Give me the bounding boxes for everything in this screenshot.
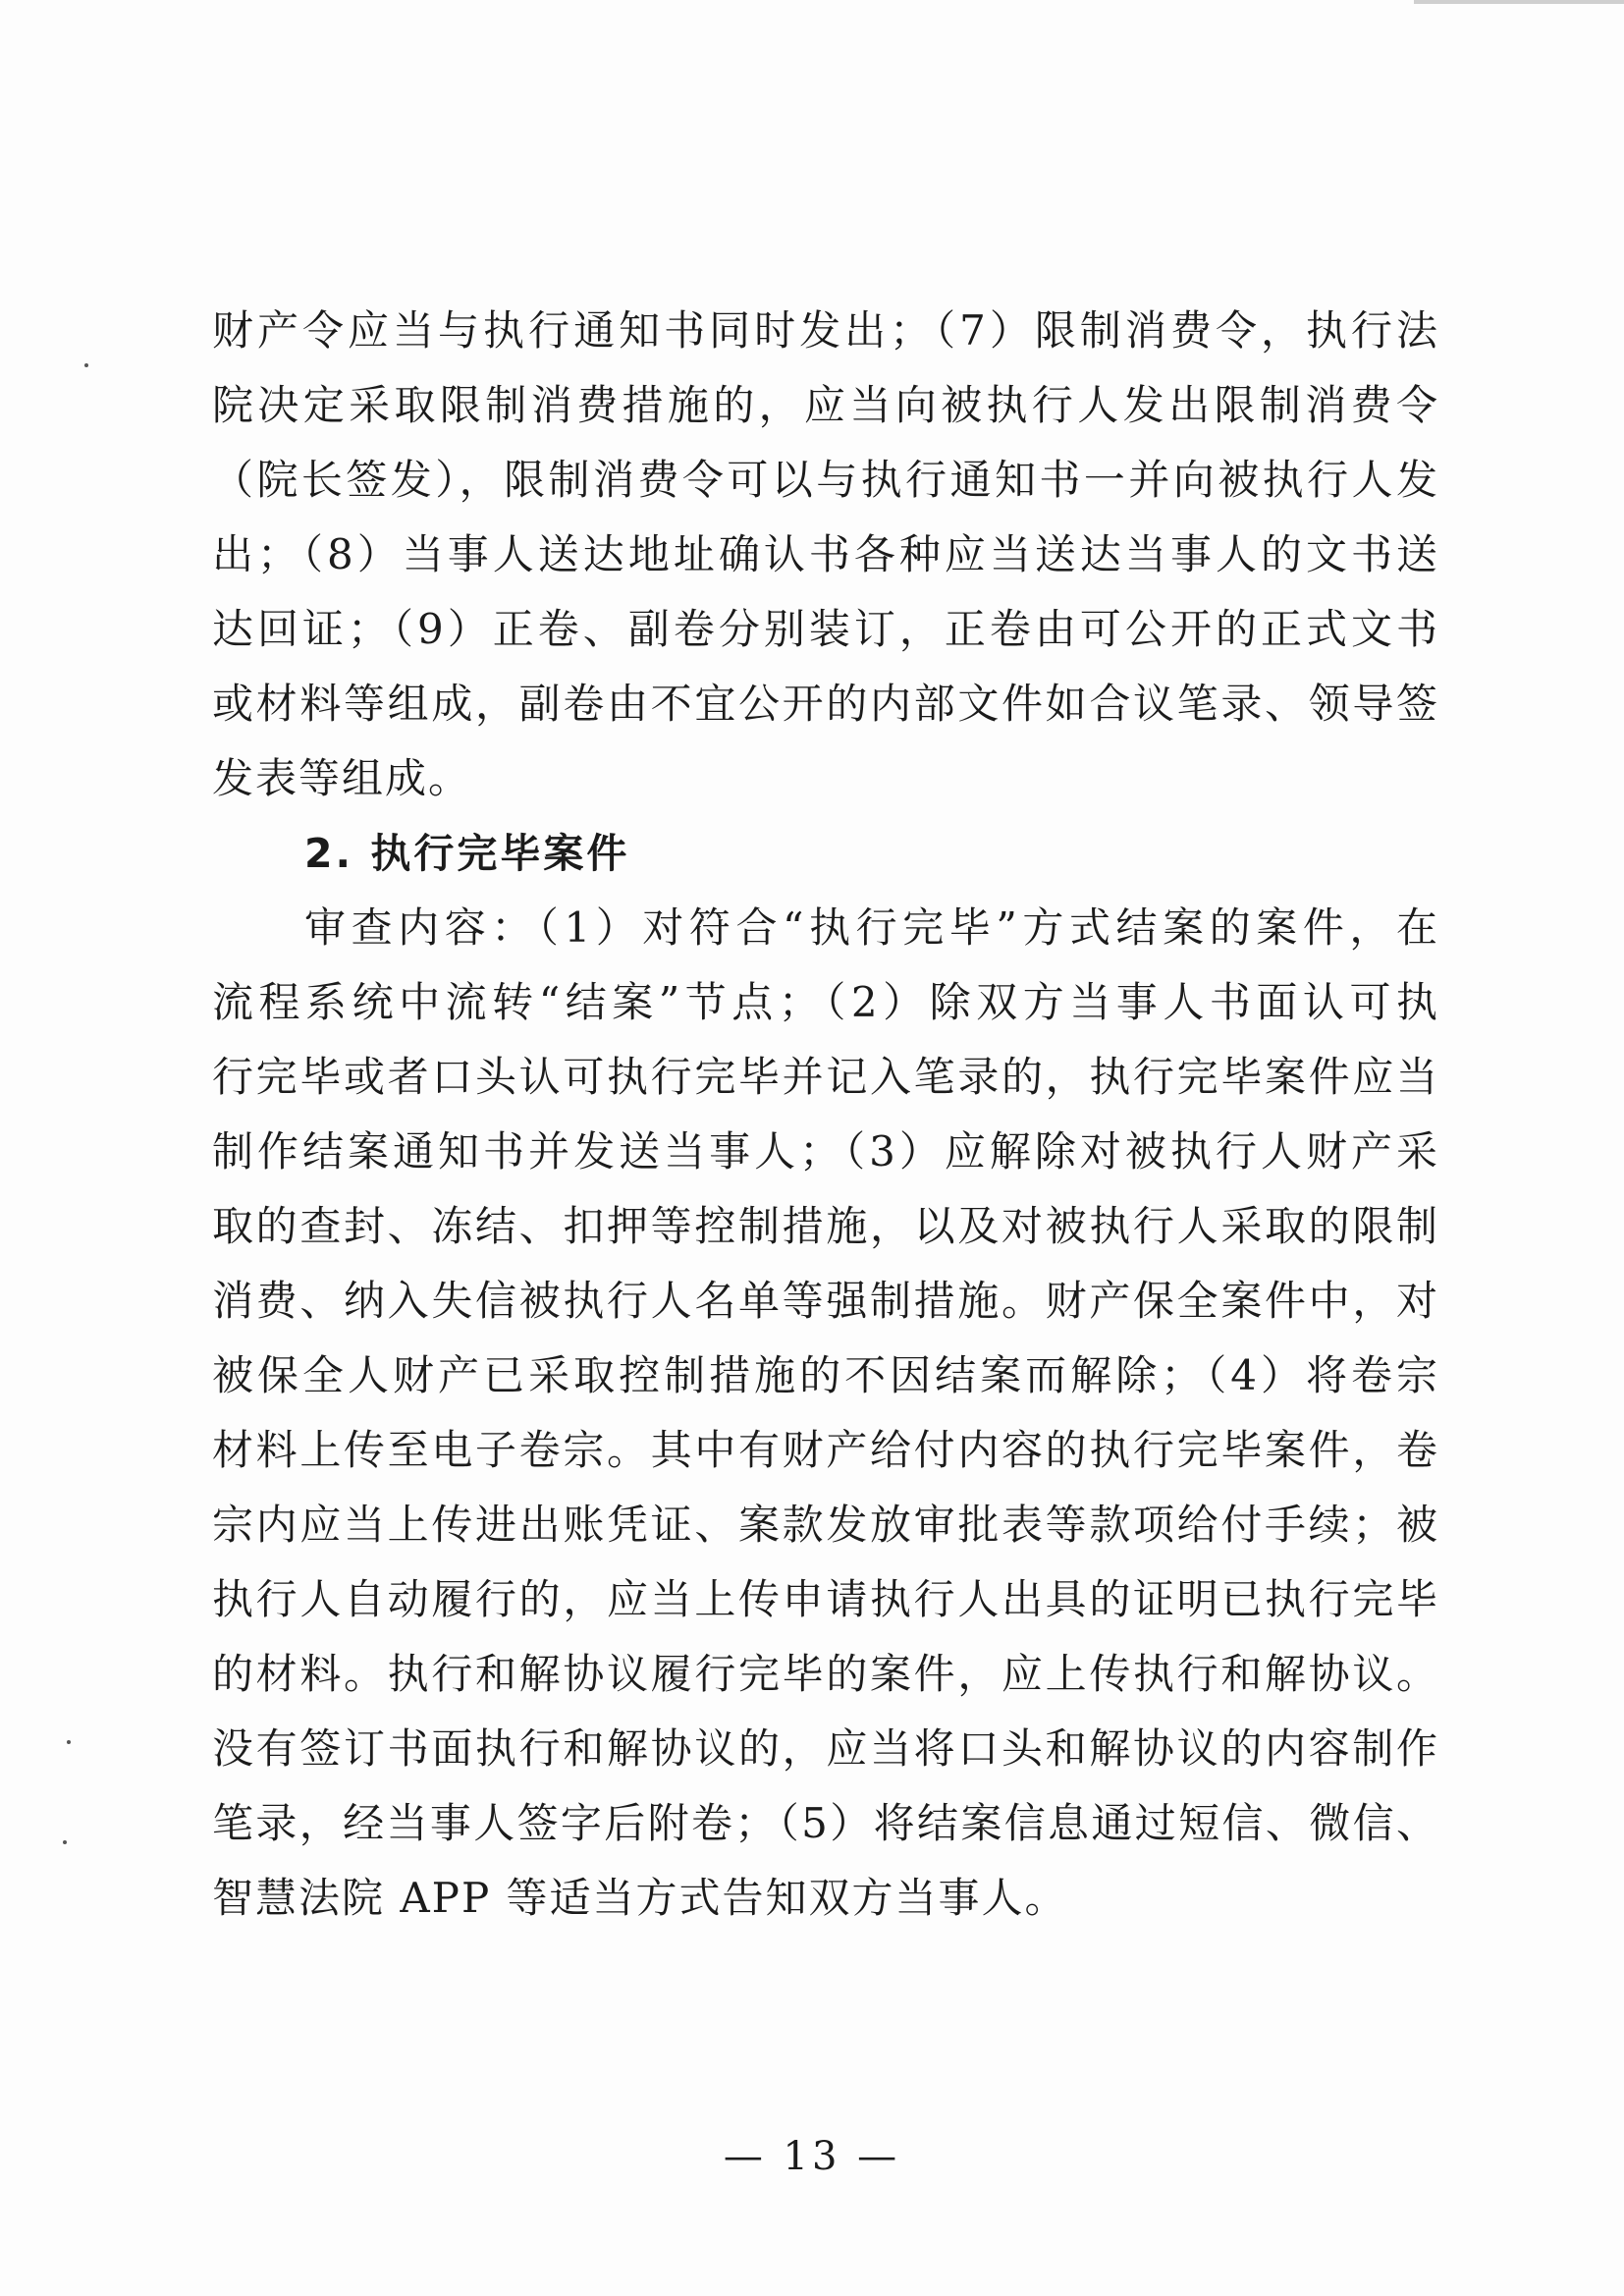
paragraph-line: 财产令应当与执行通知书同时发出；（7）限制消费令，执行法 [212, 306, 1439, 355]
paragraph-line: 达回证；（9）正卷、副卷分别装订，正卷由可公开的正式文书 [212, 605, 1439, 653]
paragraph-line: 执行人自动履行的，应当上传申请执行人出具的证明已执行完毕 [212, 1575, 1439, 1623]
paragraph-line: 取的查封、冻结、扣押等控制措施，以及对被执行人采取的限制 [212, 1202, 1439, 1250]
paragraph-line: 的材料。执行和解协议履行完毕的案件，应上传执行和解协议。 [212, 1650, 1439, 1698]
paragraph-line: 或材料等组成，副卷由不宜公开的内部文件如合议笔录、领导签 [212, 680, 1439, 728]
section-heading: 2. 执行完毕案件 [304, 830, 630, 877]
paragraph-line: 消费、纳入失信被执行人名单等强制措施。财产保全案件中，对 [212, 1277, 1439, 1325]
paragraph-line: 出；（8）当事人送达地址确认书各种应当送达当事人的文书送 [212, 530, 1439, 578]
paragraph-line: 行完毕或者口头认可执行完毕并记入笔录的，执行完毕案件应当 [212, 1053, 1439, 1101]
paragraph-line: 院决定采取限制消费措施的，应当向被执行人发出限制消费令 [212, 381, 1439, 429]
page-number: — 13 — [723, 2134, 901, 2179]
paragraph-line: 审查内容：（1）对符合“执行完毕”方式结案的案件，在 [304, 903, 1439, 952]
scan-speck [63, 1840, 67, 1844]
paragraph-line: 被保全人财产已采取控制措施的不因结案而解除；（4）将卷宗 [212, 1351, 1439, 1399]
paragraph-line: 制作结案通知书并发送当事人；（3）应解除对被执行人财产采 [212, 1127, 1439, 1175]
paragraph-line: 智慧法院 APP 等适当方式告知双方当事人。 [212, 1874, 1068, 1922]
paragraph-line: 没有签订书面执行和解协议的，应当将口头和解协议的内容制作 [212, 1724, 1439, 1773]
scan-edge-line [1414, 0, 1624, 4]
paragraph-line: （院长签发），限制消费令可以与执行通知书一并向被执行人发 [212, 456, 1439, 504]
paragraph-line: 发表等组成。 [212, 754, 472, 802]
paragraph-line: 材料上传至电子卷宗。其中有财产给付内容的执行完毕案件，卷 [212, 1426, 1439, 1474]
scan-speck [84, 363, 88, 367]
scan-speck [67, 1740, 71, 1744]
paragraph-line: 流程系统中流转“结案”节点；（2）除双方当事人书面认可执 [212, 978, 1439, 1026]
paragraph-line: 笔录，经当事人签字后附卷；（5）将结案信息通过短信、微信、 [212, 1799, 1439, 1847]
paragraph-line: 宗内应当上传进出账凭证、案款发放审批表等款项给付手续；被 [212, 1501, 1439, 1549]
